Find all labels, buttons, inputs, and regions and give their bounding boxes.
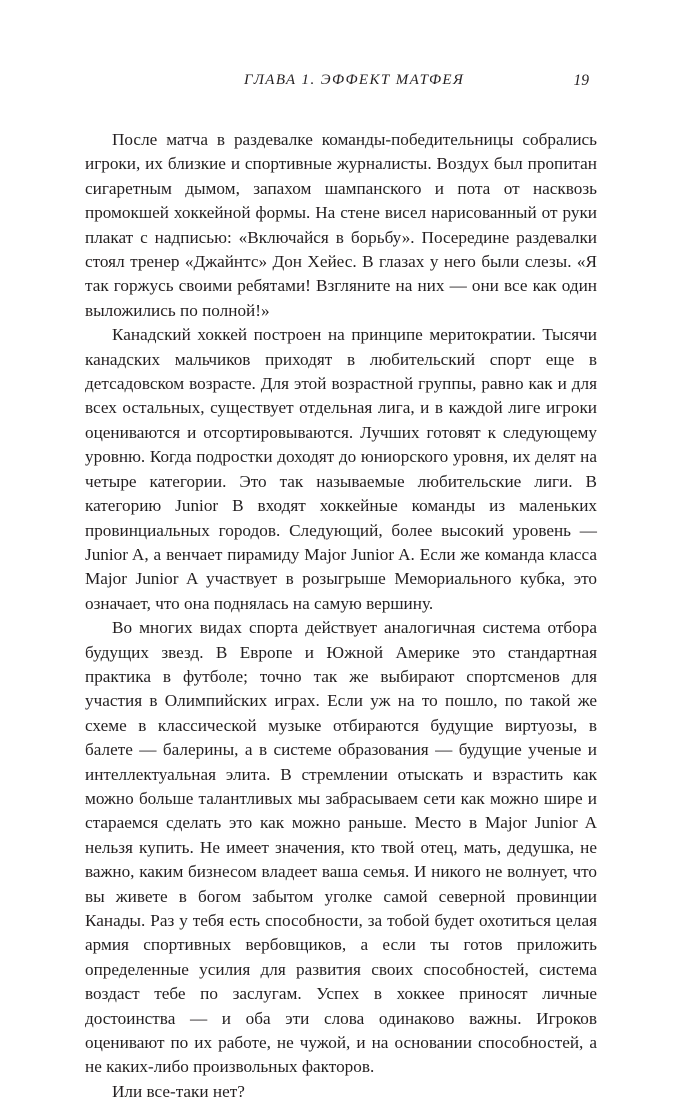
paragraph-locker-room: После матча в раздевалке команды-победительницы собрались игроки, их близкие и спортивные журналисты. Воздух был пропитан сигаретным дымом, запахом шампанского и пота от насквозь промокшей хоккейной формы. На стене висел нарисованный от руки плакат с надписью: «Включайся в борьбу». Посередине раздевалки стоял тренер «Джайнтс» Дон Хейес. В глазах у него были слезы. «Я так горжусь своими ребятами! Взгляните на них — они все как один выложились по полной!» — [85, 130, 597, 320]
page-number: 19 — [573, 72, 589, 89]
body-text — [85, 128, 597, 1104]
paragraph-closing-question: Или все-таки нет? — [112, 1081, 245, 1101]
paragraph-selection-system: Во многих видах спорта действует аналогичная система отбора будущих звезд. В Европе и Южной Америке это стандартная практика в футболе; точно так же выбирают спортсменов для участия в Олимпийских играх. Если уж на то пошло, по такой же схеме в классической музыке отбираются будущие виртуозы, в балете — балерины, а в системе образования — будущие ученые и интеллектуальная элита. В стремлении отыскать и взрастить как можно больше талантливых мы забрасываем сети как можно шире и стараемся сделать это как можно раньше. Место в Major Junior A нельзя купить. Не имеет значения, кто твой отец, мать, дедушка, не важно, каким бизнесом владеет ваша семья. И никого не волнует, что вы живете в богом забытом уголке самой северной провинции Канады. Раз у тебя есть способности, за тобой будет охотиться целая армия спортивных вербовщиков, а если ты готов приложить определенные усилия для развития своих способностей, система воздаст тебе по заслугам. Успех в хоккее приносят личные достоинства — и оба эти слова одинаково важны. Игроков оценивают по их работе, не чужой, и на основании способностей, а не каких-либо произвольных факторов. — [85, 618, 597, 1077]
chapter-title: ГЛАВА 1. ЭФФЕКТ МАТФЕЯ — [244, 72, 465, 88]
running-head — [0, 72, 699, 96]
paragraph-canadian-hockey: Канадский хоккей построен на принципе меритократии. Тысячи канадских мальчиков приходят в любительский спорт еще в детсадовском возрасте. Для этой возрастной группы, равно как и для всех остальных, существует отдельная лига, и в каждой лиге игроки оцениваются и отсортировываются. Лучших готовят к следующему уровню. Когда подростки доходят до юниорского уровня, их делят на четыре категории. Это так называемые любительские лиги. В категорию Junior B входят хоккейные команды из маленьких провинциальных городов. Следующий, более высокий уровень — Junior A, а венчает пирамиду Major Junior A. Если же команда класса Major Junior A участвует в розыгрыше Мемориального кубка, это означает, что она поднялась на самую вершину. — [85, 325, 597, 613]
